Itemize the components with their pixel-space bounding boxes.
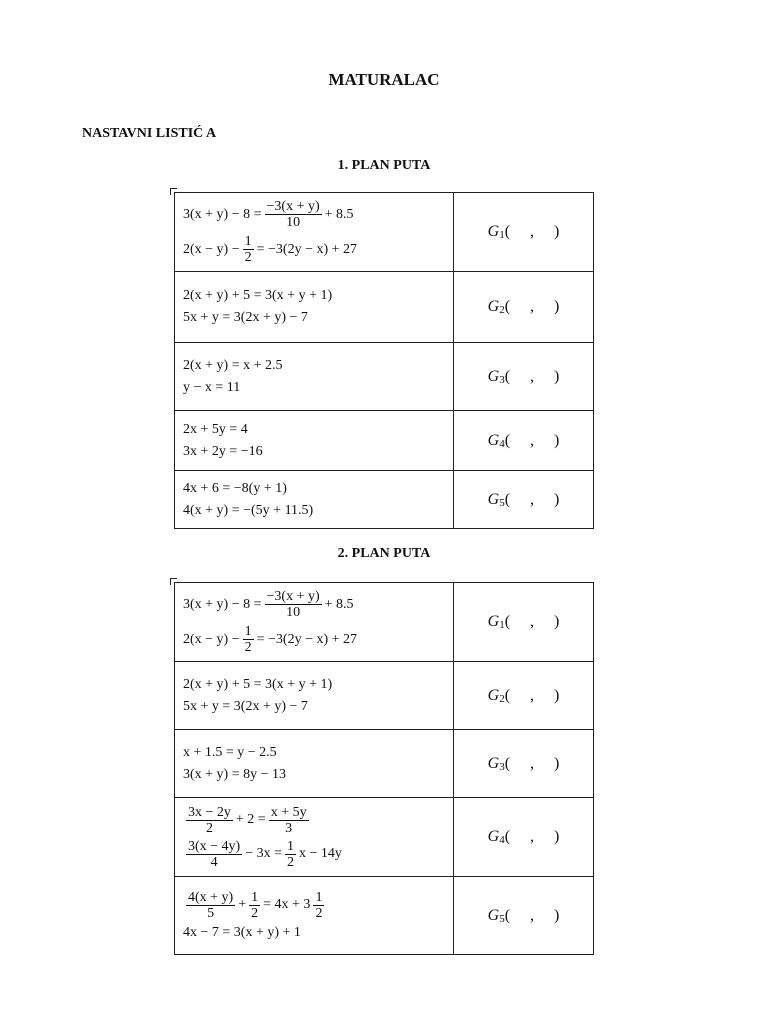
- table-row: [175, 877, 594, 955]
- equation-text: = −3(2y − x) + 27: [256, 631, 358, 647]
- equation-text: 3x + 2y = −16: [183, 443, 263, 459]
- equation-text: 2(x + y) + 5 = 3(x + y + 1): [183, 676, 333, 692]
- equation-system: [175, 272, 454, 343]
- answer-cell[interactable]: G2( , ): [454, 662, 594, 730]
- page-title: MATURALAC: [328, 70, 440, 89]
- table-row: [175, 411, 594, 471]
- plan-1-heading: 1. PLAN PUTA: [337, 158, 431, 173]
- answer-cell[interactable]: G2( , ): [454, 272, 594, 343]
- equation-text: + 8.5: [324, 596, 354, 612]
- equation-text: − 3x =: [245, 846, 283, 861]
- answer-cell[interactable]: G4( , ): [454, 798, 594, 877]
- equation-text: 2(x − y) −: [183, 631, 240, 647]
- plan-1-table: [174, 192, 594, 529]
- equation-text: = 4x + 3: [263, 897, 311, 912]
- equation-text: 4(x + y) = −(5y + 11.5): [183, 502, 314, 518]
- equation-text: x − 14y: [299, 846, 342, 861]
- equation-text: 3(x + y) − 8 =: [183, 596, 262, 612]
- equation-text: 2(x − y) −: [183, 241, 240, 257]
- fraction: $\frac{1}{2}$: [244, 624, 252, 655]
- fraction: $\frac{3(x - 4y)}{4}$: [188, 838, 241, 870]
- equation-system: [175, 877, 454, 955]
- fraction: $\frac{1}{2}$: [287, 838, 295, 870]
- table-row: [175, 193, 594, 272]
- equation-text: 4x + 6 = −8(y + 1): [183, 480, 287, 496]
- answer-cell[interactable]: G3( , ): [454, 730, 594, 798]
- equation-system: [175, 343, 454, 411]
- worksheet-subtitle: NASTAVNI LISTIĆ A: [82, 126, 217, 141]
- equation-system: [175, 662, 454, 730]
- table-row: [175, 343, 594, 411]
- equation-text: 2(x + y) = x + 2.5: [183, 357, 283, 373]
- plan-2-heading: 2. PLAN PUTA: [337, 546, 431, 561]
- equation-text: y − x = 11: [183, 379, 241, 395]
- table-row: [175, 662, 594, 730]
- fraction: $\frac{1}{2}$: [315, 889, 323, 921]
- fraction: $\frac{-3(x + y)}{10}$: [266, 199, 320, 230]
- equation-text: 4x − 7 = 3(x + y) + 1: [183, 924, 301, 940]
- equation-text: + 8.5: [324, 206, 354, 222]
- fraction: $\frac{-3(x + y)}{10}$: [266, 589, 320, 620]
- equation-text: 5x + y = 3(2x + y) − 7: [183, 310, 308, 325]
- answer-cell[interactable]: G1( , ): [454, 193, 594, 272]
- equation-text: 2x + 5y = 4: [183, 421, 248, 437]
- equation-text: + 2 =: [235, 812, 266, 827]
- fraction: $\frac{1}{2}$: [244, 234, 252, 265]
- answer-cell[interactable]: G3( , ): [454, 343, 594, 411]
- table-row: [175, 272, 594, 343]
- equation-system: [175, 411, 454, 471]
- table-row: [175, 730, 594, 798]
- table-row: [175, 583, 594, 662]
- equation-system: [175, 471, 454, 529]
- equation-system: [175, 798, 454, 877]
- equation-system: [175, 730, 454, 798]
- fraction: $\frac{3x - 2y}{2}$: [188, 804, 231, 836]
- equation-text: +: [238, 897, 247, 912]
- equation-text: 3(x + y) = 8y − 13: [183, 766, 287, 782]
- equation-text: 5x + y = 3(2x + y) − 7: [183, 698, 308, 714]
- equation-text: = −3(2y − x) + 27: [256, 241, 358, 257]
- equation-text: 3(x + y) − 8 =: [183, 206, 262, 222]
- table-row: [175, 798, 594, 877]
- answer-cell[interactable]: G5( , ): [454, 877, 594, 955]
- plan-2-table: [174, 582, 594, 955]
- fraction: $\frac{x + 5y}{3}$: [270, 804, 307, 836]
- equation-text: 2(x + y) + 5 = 3(x + y + 1): [183, 288, 333, 303]
- answer-cell[interactable]: G4( , ): [454, 411, 594, 471]
- equation-system: [175, 193, 454, 272]
- answer-cell[interactable]: G1( , ): [454, 583, 594, 662]
- equation-text: x + 1.5 = y − 2.5: [183, 744, 277, 760]
- equation-system: [175, 583, 454, 662]
- fraction: $\frac{4(x + y)}{5}$: [188, 889, 234, 921]
- table-row: [175, 471, 594, 529]
- fraction: $\frac{1}{2}$: [251, 889, 259, 921]
- answer-cell[interactable]: G5( , ): [454, 471, 594, 529]
